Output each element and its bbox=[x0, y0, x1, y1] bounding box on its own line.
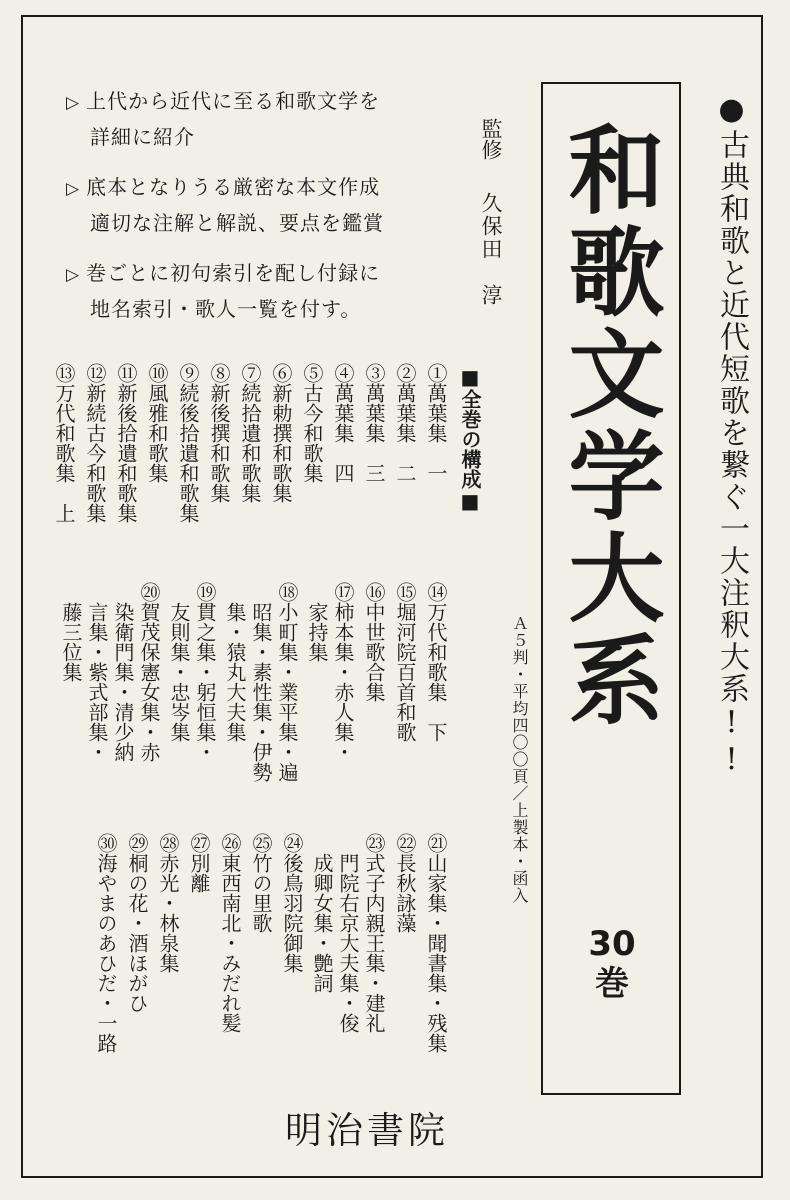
publisher-name: 明治書院 bbox=[285, 1109, 449, 1152]
volume-item: ⑤古今和歌集 bbox=[300, 363, 324, 483]
volume-item-cont: 藤三位集 bbox=[59, 602, 83, 682]
volume-item: ⑩風雅和歌集 bbox=[145, 363, 169, 483]
volume-item: ⑮堀河院百首和歌 bbox=[393, 582, 417, 742]
volume-item-cont: 友則集・忠岑集 bbox=[167, 602, 191, 742]
volume-item-cont: 集・猿丸大夫集 bbox=[223, 602, 247, 742]
volume-item: ③萬葉集 三 bbox=[362, 363, 386, 483]
volume-item: ⑬万代和歌集 上 bbox=[52, 363, 76, 523]
volume-item: ⑯中世歌合集 bbox=[362, 582, 386, 702]
feature-3-line-1: 巻ごとに初句索引を配し付録に bbox=[86, 261, 381, 285]
volume-item: ⑱小町集・業平集・遍 bbox=[275, 582, 299, 782]
volume-item: ⑨続後拾遺和歌集 bbox=[176, 363, 200, 523]
volume-item: ④萬葉集 四 bbox=[331, 363, 355, 483]
volume-item: ①萬葉集 一 bbox=[424, 363, 448, 483]
volume-item: ⑰柿本集・赤人集・ bbox=[331, 582, 355, 762]
volume-item: ㉕竹の里歌 bbox=[249, 833, 273, 933]
volume-item: ⑫新続古今和歌集 bbox=[83, 363, 107, 523]
volume-count: 30巻 bbox=[588, 924, 636, 1004]
feature-2-line-2: 適切な注解と解説、要点を鑑賞 bbox=[90, 211, 384, 235]
feature-1-line-1: 上代から近代に至る和歌文学を bbox=[86, 89, 381, 113]
feature-3-line-2: 地名索引・歌人一覧を付す。 bbox=[90, 297, 362, 321]
title-box bbox=[541, 82, 681, 1095]
volume-item: ⑦続拾遺和歌集 bbox=[238, 363, 262, 503]
volume-item: ㉖東西南北・みだれ髪 bbox=[218, 833, 242, 1033]
feature-item-3 bbox=[66, 256, 380, 326]
volume-item-cont: 門院右京大夫集・俊 bbox=[336, 853, 360, 1033]
tagline: ●古典和歌と近代短歌を繋ぐ一大注釈大系!! bbox=[714, 92, 749, 779]
feature-1-line-2: 詳細に紹介 bbox=[90, 125, 195, 149]
triangle-bullet-icon: ▷ bbox=[66, 93, 81, 113]
section-heading: ■全巻の構成■ bbox=[458, 365, 482, 513]
volume-item-cont: 成卿女集・艶詞 bbox=[310, 853, 334, 993]
triangle-bullet-icon: ▷ bbox=[66, 179, 81, 199]
volume-item: ⑧新後撰和歌集 bbox=[207, 363, 231, 503]
feature-item-2 bbox=[66, 170, 384, 240]
volume-item: ⑭万代和歌集 下 bbox=[424, 582, 448, 742]
volume-item: ⑥新勅撰和歌集 bbox=[269, 363, 293, 503]
volume-item-cont: 染衛門集・清少納 bbox=[111, 602, 135, 762]
volume-item: ②萬葉集 二 bbox=[393, 363, 417, 483]
triangle-bullet-icon: ▷ bbox=[66, 265, 81, 285]
volume-item-cont: 言集・紫式部集・ bbox=[85, 602, 109, 762]
volume-item: ⑳賀茂保憲女集・赤 bbox=[137, 582, 161, 762]
volume-item: ㉓式子内親王集・建礼 bbox=[362, 833, 386, 1033]
volume-item: ⑲貫之集・躬恒集・ bbox=[193, 582, 217, 762]
feature-2-line-1: 底本となりうる厳密な本文作成 bbox=[86, 175, 381, 199]
main-title: 和歌文学大系 bbox=[553, 120, 665, 732]
volume-item: ⑪新後拾遺和歌集 bbox=[114, 363, 138, 523]
volume-item-cont: 昭集・素性集・伊勢 bbox=[249, 602, 273, 782]
volume-item: ㉙桐の花・酒ほがひ bbox=[125, 833, 149, 1013]
volume-item: ㉑山家集・聞書集・残集 bbox=[424, 833, 448, 1053]
spec-text: Ａ５判・平均四〇〇頁／上製本・函入 bbox=[510, 615, 529, 904]
volume-item: ㉚海やまのあひだ・一路 bbox=[94, 833, 118, 1053]
volume-item: ㉒長秋詠藻 bbox=[393, 833, 417, 933]
volume-item: ㉔後鳥羽院御集 bbox=[280, 833, 304, 973]
volume-item-cont: 家持集 bbox=[305, 602, 329, 662]
volume-item: ㉘赤光・林泉集 bbox=[156, 833, 180, 973]
feature-item-1 bbox=[66, 84, 380, 154]
volume-item: ㉗別離 bbox=[187, 833, 211, 893]
editor-label: 監修 bbox=[479, 118, 503, 160]
editor-name: 久保田 淳 bbox=[479, 192, 503, 307]
